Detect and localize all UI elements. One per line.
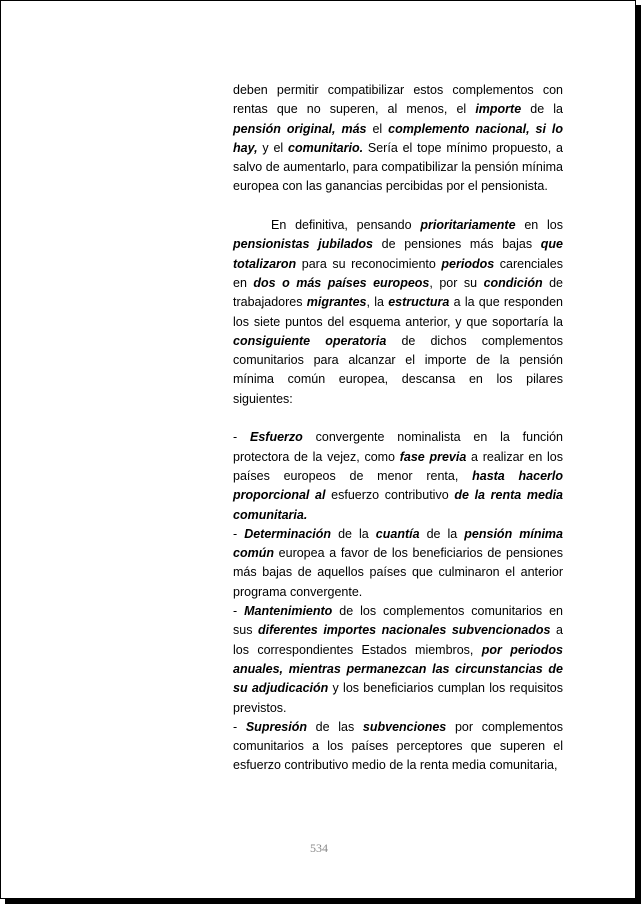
emphasis <box>244 527 331 541</box>
emphasis-text: Determinación <box>244 526 332 541</box>
emphasis-text: por periodos anuales, mientras permanezcan las circunstancias de su adjudicación <box>233 642 563 696</box>
emphasis-text: pensionistas jubilados <box>233 237 373 252</box>
text-run: de la <box>521 102 563 117</box>
emphasis-text: diferentes importes nacionales subvencionados <box>258 623 551 638</box>
text-run: , la <box>366 295 389 310</box>
paragraph-gap <box>233 409 563 428</box>
text-run: deben permitir compatibilizar estos complementos con rentas que no superen, al menos, el <box>233 83 563 117</box>
emphasis-text: cuantía <box>375 526 420 541</box>
bullet-paragraph <box>233 428 563 524</box>
emphasis-text: migrantes <box>306 295 367 310</box>
emphasis-text: subvenciones <box>362 719 447 734</box>
emphasis <box>400 450 467 464</box>
emphasis-text: pensión original, más <box>233 121 367 136</box>
emphasis-text: complemento nacional, si lo hay, <box>233 121 563 155</box>
text-run: por complementos comunitarios a los países perceptores que superen el esfuerzo contributivo medio de la renta media comunitaria, <box>233 719 563 773</box>
emphasis <box>233 237 373 251</box>
text-run: - <box>233 719 246 734</box>
emphasis <box>376 527 420 541</box>
emphasis <box>475 102 521 116</box>
emphasis <box>441 257 494 271</box>
emphasis-text: que totalizaron <box>233 237 563 271</box>
text-run: esfuerzo contributivo <box>325 488 455 503</box>
emphasis <box>484 276 543 290</box>
text-run: de la <box>419 526 465 541</box>
body-text <box>233 81 563 776</box>
text-run: para su reconocimiento <box>296 256 442 271</box>
emphasis <box>420 218 515 232</box>
text-run: a los correspondientes Estados miembros, <box>233 623 563 657</box>
text-run: de la <box>331 526 376 541</box>
emphasis-text: dos o más países europeos <box>253 275 430 290</box>
page-shadow-bottom <box>5 899 641 904</box>
text-run: - <box>233 604 245 619</box>
emphasis <box>233 122 366 136</box>
text-run: carenciales en <box>233 256 563 290</box>
text-run: - <box>233 430 251 445</box>
emphasis-text: hasta hacerlo proporcional al <box>233 468 563 503</box>
emphasis-text: de la renta media comunitaria. <box>233 488 564 522</box>
text-run: y los beneficiarios cumplan los requisitos previstos. <box>233 681 564 715</box>
emphasis <box>363 720 446 734</box>
emphasis-text: estructura <box>388 295 450 310</box>
emphasis-text: pensión mínima común <box>233 526 563 561</box>
text-run: Sería el tope mínimo propuesto, a salvo de aumentarlo, para compatibilizar la pensión mínima europea con las ganancias percibidas por el pensionista. <box>233 140 563 194</box>
text-run: convergente nominalista en la función protectora de la vejez, como <box>233 430 563 464</box>
emphasis-text: condición <box>483 275 543 290</box>
page-shadow-right <box>636 5 641 904</box>
text-run: de las <box>306 719 363 734</box>
emphasis-text: periodos <box>441 256 495 271</box>
bullet-paragraph <box>233 718 563 776</box>
bullet-paragraph <box>233 525 563 602</box>
text-run: de trabajadores <box>233 275 563 310</box>
emphasis-text: Esfuerzo <box>250 430 303 445</box>
emphasis-text: fase previa <box>399 449 467 464</box>
text-run: de dichos complementos comunitarios para alcanzar el importe de la pensión mínima común europea, descansa en los pilares siguientes: <box>233 333 563 406</box>
paragraph <box>233 216 563 409</box>
text-run: el <box>366 121 389 136</box>
paragraph <box>233 81 563 197</box>
emphasis <box>253 276 429 290</box>
emphasis <box>288 141 363 155</box>
text-run: y el <box>257 140 289 155</box>
paragraph-gap <box>233 197 563 216</box>
page-number: 534 <box>310 841 328 855</box>
emphasis-text: importe <box>475 102 522 117</box>
emphasis-text: prioritariamente <box>420 218 516 233</box>
emphasis <box>244 604 332 618</box>
text-run: en los <box>515 218 563 233</box>
text-run: a realizar en los países europeos de menor renta, <box>233 449 564 483</box>
text-run: de los complementos comunitarios en sus <box>233 604 563 638</box>
emphasis <box>250 430 303 444</box>
emphasis-text: Supresión <box>245 719 307 734</box>
text-run: a la que responden los siete puntos del esquema anterior, y que soportaría la <box>233 295 563 329</box>
text-run: - <box>233 526 245 541</box>
emphasis-text: comunitario. <box>288 140 364 155</box>
emphasis <box>246 720 307 734</box>
emphasis <box>388 295 449 309</box>
text-run: europea a favor de los beneficiarios de pensiones más bajas de aquellos países que culminaron el anterior programa convergente. <box>233 546 563 599</box>
text-run: de pensiones más bajas <box>372 237 541 252</box>
emphasis-text: consiguiente operatoria <box>233 333 387 348</box>
emphasis <box>233 334 386 348</box>
text-run: , por su <box>429 275 484 290</box>
text-run: En definitiva, pensando <box>271 218 421 233</box>
bullet-paragraph <box>233 602 563 718</box>
emphasis-text: Mantenimiento <box>244 604 333 619</box>
emphasis <box>307 295 367 309</box>
emphasis <box>258 623 550 637</box>
